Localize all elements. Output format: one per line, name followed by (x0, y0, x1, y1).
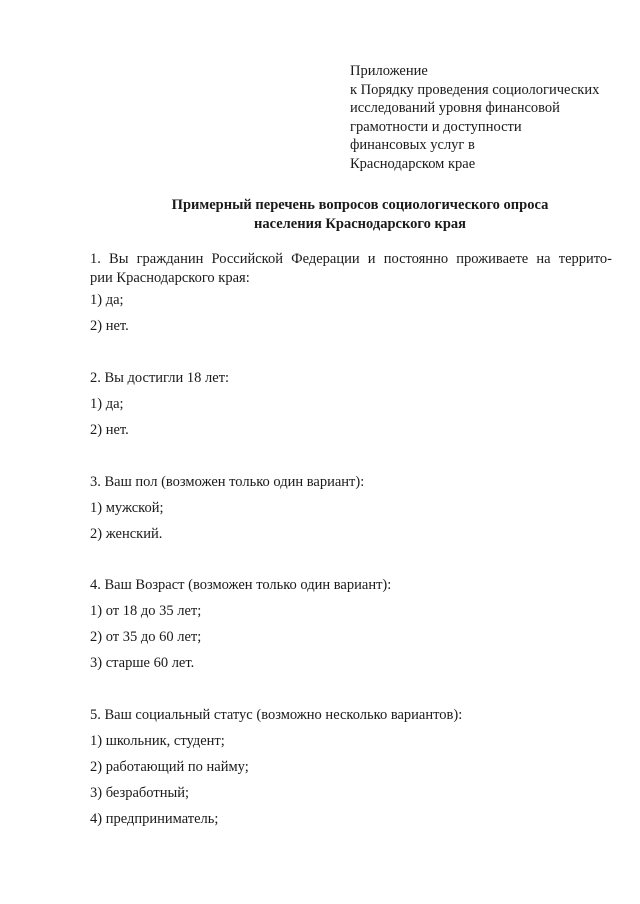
answer-option: 3) безработный; (90, 785, 189, 801)
answer-option: 1) мужской; (90, 500, 164, 516)
question-3-text: 3. Ваш пол (возможен только один вариант): (90, 474, 365, 490)
appendix-line: грамотности и доступности (350, 118, 522, 135)
question-2-text: 2. Вы достигли 18 лет: (90, 370, 230, 386)
appendix-line: Приложение (350, 63, 428, 79)
answer-option: 2) женский. (90, 526, 163, 542)
question-1 (90, 250, 612, 287)
appendix-line: финансовых услуг в (350, 137, 475, 154)
answer-option: 1) да; (90, 396, 124, 412)
answer-option: 2) работающий по найму; (90, 759, 249, 775)
answer-option: 1) да; (90, 292, 124, 308)
answer-option: 1) от 18 до 35 лет; (90, 603, 202, 619)
appendix-note (350, 62, 599, 174)
appendix-line: исследований уровня финансовой (350, 100, 560, 117)
title-line-2: населения Краснодарского края (254, 215, 466, 232)
answer-option: 1) школьник, студент; (90, 733, 225, 749)
question-text-line-1: 1. Вы гражданин Российской Федерации и постоянно проживаете на террито- (90, 251, 612, 267)
answer-option: 2) нет. (90, 422, 129, 438)
document-title (90, 196, 630, 233)
answer-option: 3) старше 60 лет. (90, 655, 195, 671)
title-line-1: Примерный перечень вопросов социологического опроса (171, 197, 549, 213)
question-4-text: 4. Ваш Возраст (возможен только один вариант): (90, 577, 392, 593)
question-text-line-2: рии Краснодарского края: (90, 269, 250, 286)
question-5-text: 5. Ваш социальный статус (возможно несколько вариантов): (90, 707, 463, 723)
answer-option: 4) предприниматель; (90, 811, 219, 827)
answer-option: 2) от 35 до 60 лет; (90, 629, 202, 645)
appendix-line: Краснодарском крае (350, 155, 476, 172)
appendix-line: к Порядку проведения социологических (350, 81, 600, 98)
answer-option: 2) нет. (90, 318, 129, 334)
